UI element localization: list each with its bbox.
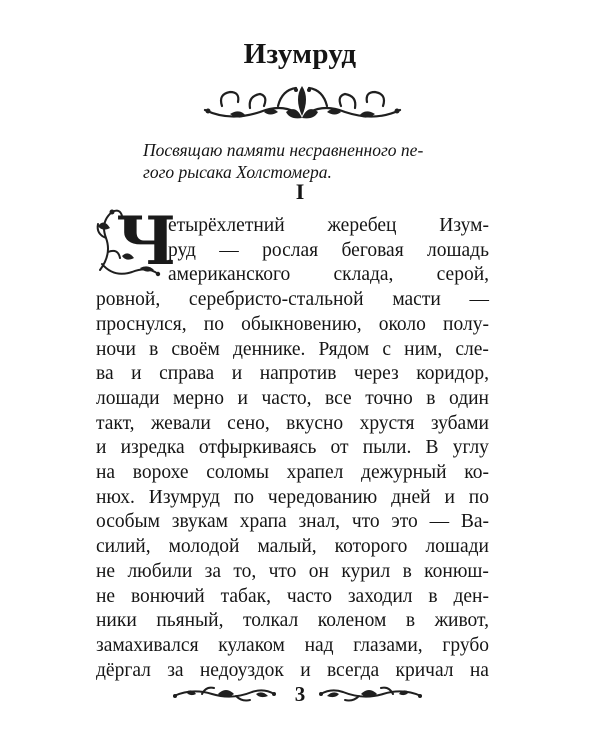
word: все [325, 387, 352, 409]
word: на [469, 659, 489, 681]
body-line [96, 510, 489, 534]
word: живот, [434, 610, 489, 632]
word: знал, [298, 511, 341, 533]
word: сле- [455, 338, 489, 360]
word: Ва- [460, 511, 489, 533]
word: дёргал [96, 659, 151, 681]
word: храпел [286, 462, 344, 483]
word: напротив [259, 363, 337, 385]
word: конюш- [424, 560, 489, 582]
word: в [428, 585, 438, 607]
word: склада, [333, 264, 394, 286]
word: вонючий [130, 585, 205, 607]
word: точно [365, 387, 413, 409]
word: кулаком [218, 634, 285, 656]
word: звукам [171, 511, 228, 533]
page-number: 3 [294, 682, 306, 706]
word: с [382, 338, 392, 360]
word: дежурный [361, 462, 447, 483]
word: проснулся, [96, 313, 187, 335]
word: етырёхлетний [168, 215, 285, 236]
word: пыли. [362, 437, 412, 459]
word: и [131, 363, 142, 385]
word: рослая [262, 239, 319, 261]
page-footer [0, 682, 600, 706]
epigraph [143, 139, 513, 183]
floral-vignette-icon [200, 82, 405, 126]
word: дней [391, 486, 431, 508]
word: силий, [96, 536, 151, 558]
word: американского [168, 264, 291, 286]
word: по [468, 486, 489, 508]
epigraph-line: Посвящаю памяти несравненного пе- [143, 140, 424, 160]
word: всегда [326, 659, 380, 681]
word: храпа [239, 511, 287, 533]
word: масти [392, 289, 441, 311]
word: беговая [341, 239, 404, 261]
body-line [96, 436, 489, 460]
word: на [96, 462, 116, 483]
word: малый, [257, 536, 317, 558]
body-line [168, 263, 489, 287]
word: он [308, 560, 329, 582]
word: отфыркиваясь [198, 437, 317, 459]
word: ники [96, 610, 137, 632]
word: — [469, 289, 489, 311]
word: серебристо-стальной [188, 289, 364, 311]
word: и [231, 363, 243, 385]
word: коленом [317, 610, 387, 632]
word: и [300, 659, 311, 681]
word: зубами [430, 412, 489, 434]
word: что [351, 511, 380, 533]
word: — [219, 239, 239, 261]
body-line [96, 338, 489, 362]
word: в [149, 338, 159, 360]
word: коридор, [416, 363, 489, 385]
body-line [96, 288, 489, 312]
word: через [353, 363, 399, 385]
body-line [96, 659, 489, 683]
word: своём [171, 338, 220, 360]
word: ровной, [96, 289, 161, 311]
word: от [330, 437, 349, 459]
word: часто [286, 585, 332, 607]
word: сено, [227, 412, 270, 434]
body-line [96, 461, 489, 485]
body-line [96, 412, 489, 436]
word: замахивался [96, 634, 199, 656]
word: и [96, 437, 107, 459]
word: кричал [395, 659, 454, 681]
word: такт, [96, 412, 135, 434]
word: — [429, 511, 450, 533]
chapter-number: I [295, 179, 305, 204]
word: серой, [436, 264, 489, 286]
word: то, [233, 560, 257, 582]
body-line [96, 362, 489, 386]
word: мерно [173, 387, 224, 409]
word: полу- [443, 313, 489, 335]
word: что [268, 560, 297, 582]
word: жевали [150, 412, 211, 434]
page-title: Изумруд [243, 38, 357, 70]
word: углу [452, 437, 489, 459]
word: нюх. [96, 486, 135, 508]
word: и [237, 387, 248, 409]
word: ночи [96, 338, 136, 360]
body-line [96, 585, 489, 609]
word: над [304, 634, 334, 656]
word: по [233, 486, 254, 508]
body-line [96, 535, 489, 559]
word: Изумруд [148, 486, 220, 508]
word: которого [334, 536, 408, 558]
body-line [96, 609, 489, 633]
word: пьяный, [156, 610, 224, 632]
word: глазами, [353, 634, 423, 656]
body-line [96, 560, 489, 584]
word: лошади [96, 387, 160, 409]
body-line [168, 214, 489, 238]
word: Изум- [439, 215, 489, 236]
word: табак, [220, 585, 271, 607]
word: руд [168, 239, 196, 261]
word: ден- [453, 585, 489, 607]
word: грубо [442, 634, 489, 656]
word: не [96, 585, 116, 607]
body-line [96, 486, 489, 510]
word: вкусно [286, 412, 344, 434]
word: соломы [206, 462, 269, 483]
epigraph-line: гого рысака Холстомера. [143, 162, 332, 182]
word: и [444, 486, 455, 508]
word: курил [341, 560, 391, 582]
word: по [203, 313, 224, 335]
word: в [426, 387, 436, 409]
word: ко- [464, 462, 489, 483]
word: деннике. [233, 338, 306, 360]
word: заходил [347, 585, 413, 607]
word: в [402, 560, 412, 582]
word: обыкновению, [241, 313, 362, 335]
word: молодой [168, 536, 240, 558]
word: в [405, 610, 416, 632]
body-line [96, 387, 489, 411]
body-line [96, 634, 489, 658]
word: за [167, 659, 184, 681]
word: ворохе [132, 462, 189, 483]
word: хрустя [359, 412, 415, 434]
drop-cap [92, 202, 177, 280]
word: один [449, 387, 489, 409]
word: ним, [404, 338, 443, 360]
word: В [425, 437, 439, 459]
body-line [96, 313, 489, 337]
word: жеребец [327, 215, 397, 236]
word: около [378, 313, 426, 335]
word: ва [96, 363, 114, 385]
drop-cap-letter: Ч [116, 202, 177, 280]
word: это [391, 511, 418, 533]
word: любили [127, 560, 193, 582]
word: за [204, 560, 221, 582]
word: толкал [243, 610, 299, 632]
word: лошадь [427, 239, 489, 261]
word: особым [96, 511, 161, 533]
word: чередованию [267, 486, 378, 508]
word: часто, [261, 387, 312, 409]
word: Рядом [318, 338, 370, 360]
word: справа [159, 363, 215, 385]
word: недоуздок [199, 659, 284, 681]
word: не [96, 560, 116, 582]
floral-tailpiece-icon [318, 684, 423, 704]
body-line [168, 239, 489, 263]
word: лошади [425, 536, 489, 558]
word: изредка [120, 437, 185, 459]
